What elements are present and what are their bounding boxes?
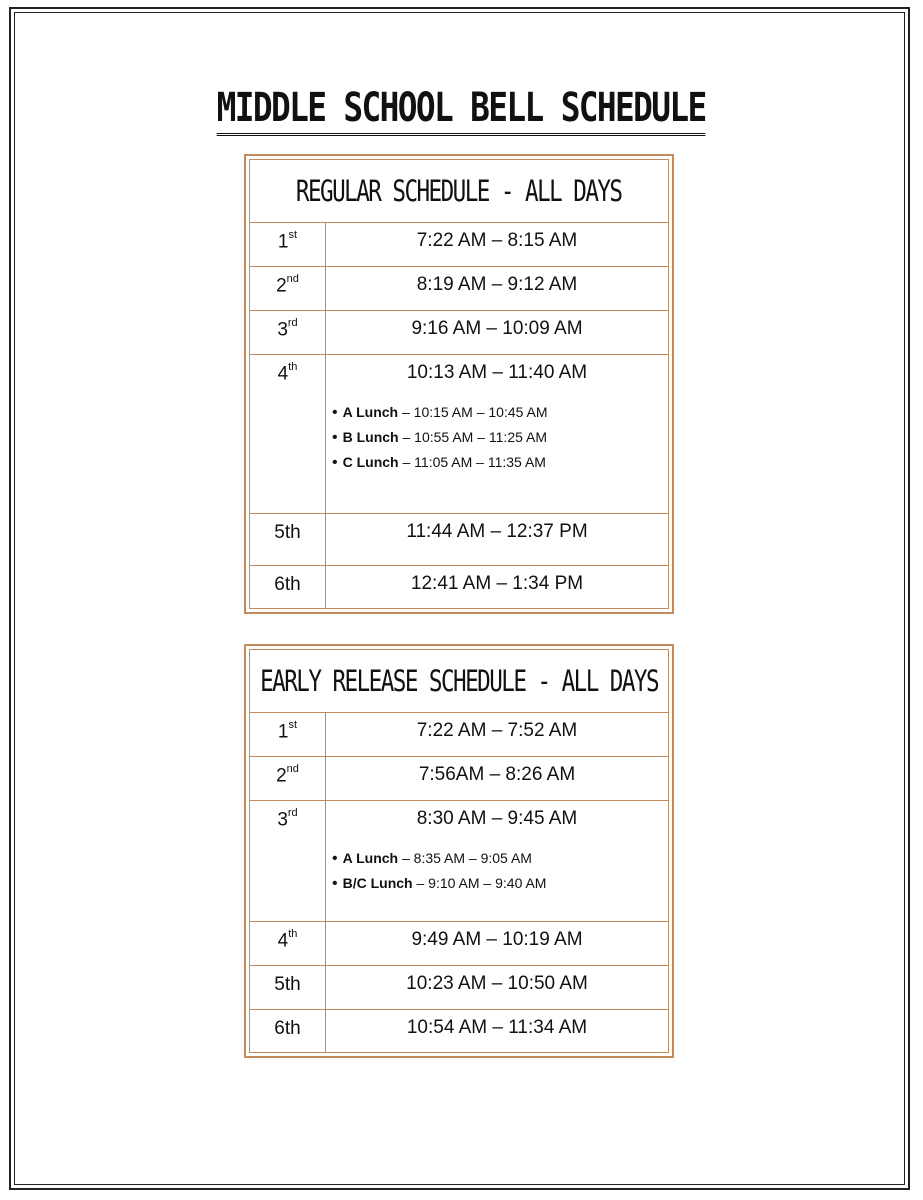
table-row [250,267,668,311]
period-label: 1st [250,223,326,266]
early-release-title: EARLY RELEASE SCHEDULE - ALL DAYS [260,664,658,698]
lunch-list [332,846,668,896]
table-row [250,713,668,757]
table-row [250,757,668,801]
table-row [250,922,668,966]
period-time: 10:13 AM – 11:40 AM [406,362,588,383]
period-label: 4th [250,922,326,965]
period-label: 4th [250,355,326,513]
period-label: 5th [250,514,326,565]
lunch-list [332,400,668,475]
period-label: 2nd [250,757,326,800]
period-label: 6th [250,1010,326,1052]
period-time: 7:22 AM – 8:15 AM [416,230,578,251]
table-row [250,355,668,514]
lunch-item: • B Lunch – 10:55 AM – 11:25 AM [332,425,668,450]
period-time: 8:19 AM – 9:12 AM [416,274,578,295]
page-title: MIDDLE SCHOOL BELL SCHEDULE [217,84,706,136]
regular-schedule-title: REGULAR SCHEDULE - ALL DAYS [296,174,622,208]
period-time: 7:22 AM – 7:52 AM [416,720,578,741]
period-time: 7:56AM – 8:26 AM [418,764,576,785]
period-time: 8:30 AM – 9:45 AM [416,808,578,829]
table-row [250,311,668,355]
period-time: 10:23 AM – 10:50 AM [406,973,588,994]
period-cell [326,355,668,513]
lunch-item: • C Lunch – 11:05 AM – 11:35 AM [332,450,668,475]
table-row [250,566,668,608]
period-time: 10:54 AM – 11:34 AM [406,1017,588,1038]
table-row [250,966,668,1010]
table-row [250,514,668,566]
early-release-schedule-table [244,644,674,1058]
period-time: 9:49 AM – 10:19 AM [411,929,583,950]
period-label: 3rd [250,801,326,921]
period-time: 11:44 AM – 12:37 PM [406,521,588,542]
lunch-item: • B/C Lunch – 9:10 AM – 9:40 AM [332,871,668,896]
period-label: 1st [250,713,326,756]
period-time: 12:41 AM – 1:34 PM [410,573,584,594]
early-release-title-cell [250,650,668,713]
period-cell [326,801,668,921]
lunch-item: • A Lunch – 10:15 AM – 10:45 AM [332,400,668,425]
period-label: 5th [250,966,326,1009]
page-title-wrap [0,84,923,136]
period-label: 2nd [250,267,326,310]
period-label: 3rd [250,311,326,354]
period-time: 9:16 AM – 10:09 AM [411,318,583,339]
table-row [250,223,668,267]
period-label: 6th [250,566,326,608]
regular-schedule-table [244,154,674,614]
regular-schedule-title-cell [250,160,668,223]
table-row [250,1010,668,1052]
table-row [250,801,668,922]
lunch-item: • A Lunch – 8:35 AM – 9:05 AM [332,846,668,871]
